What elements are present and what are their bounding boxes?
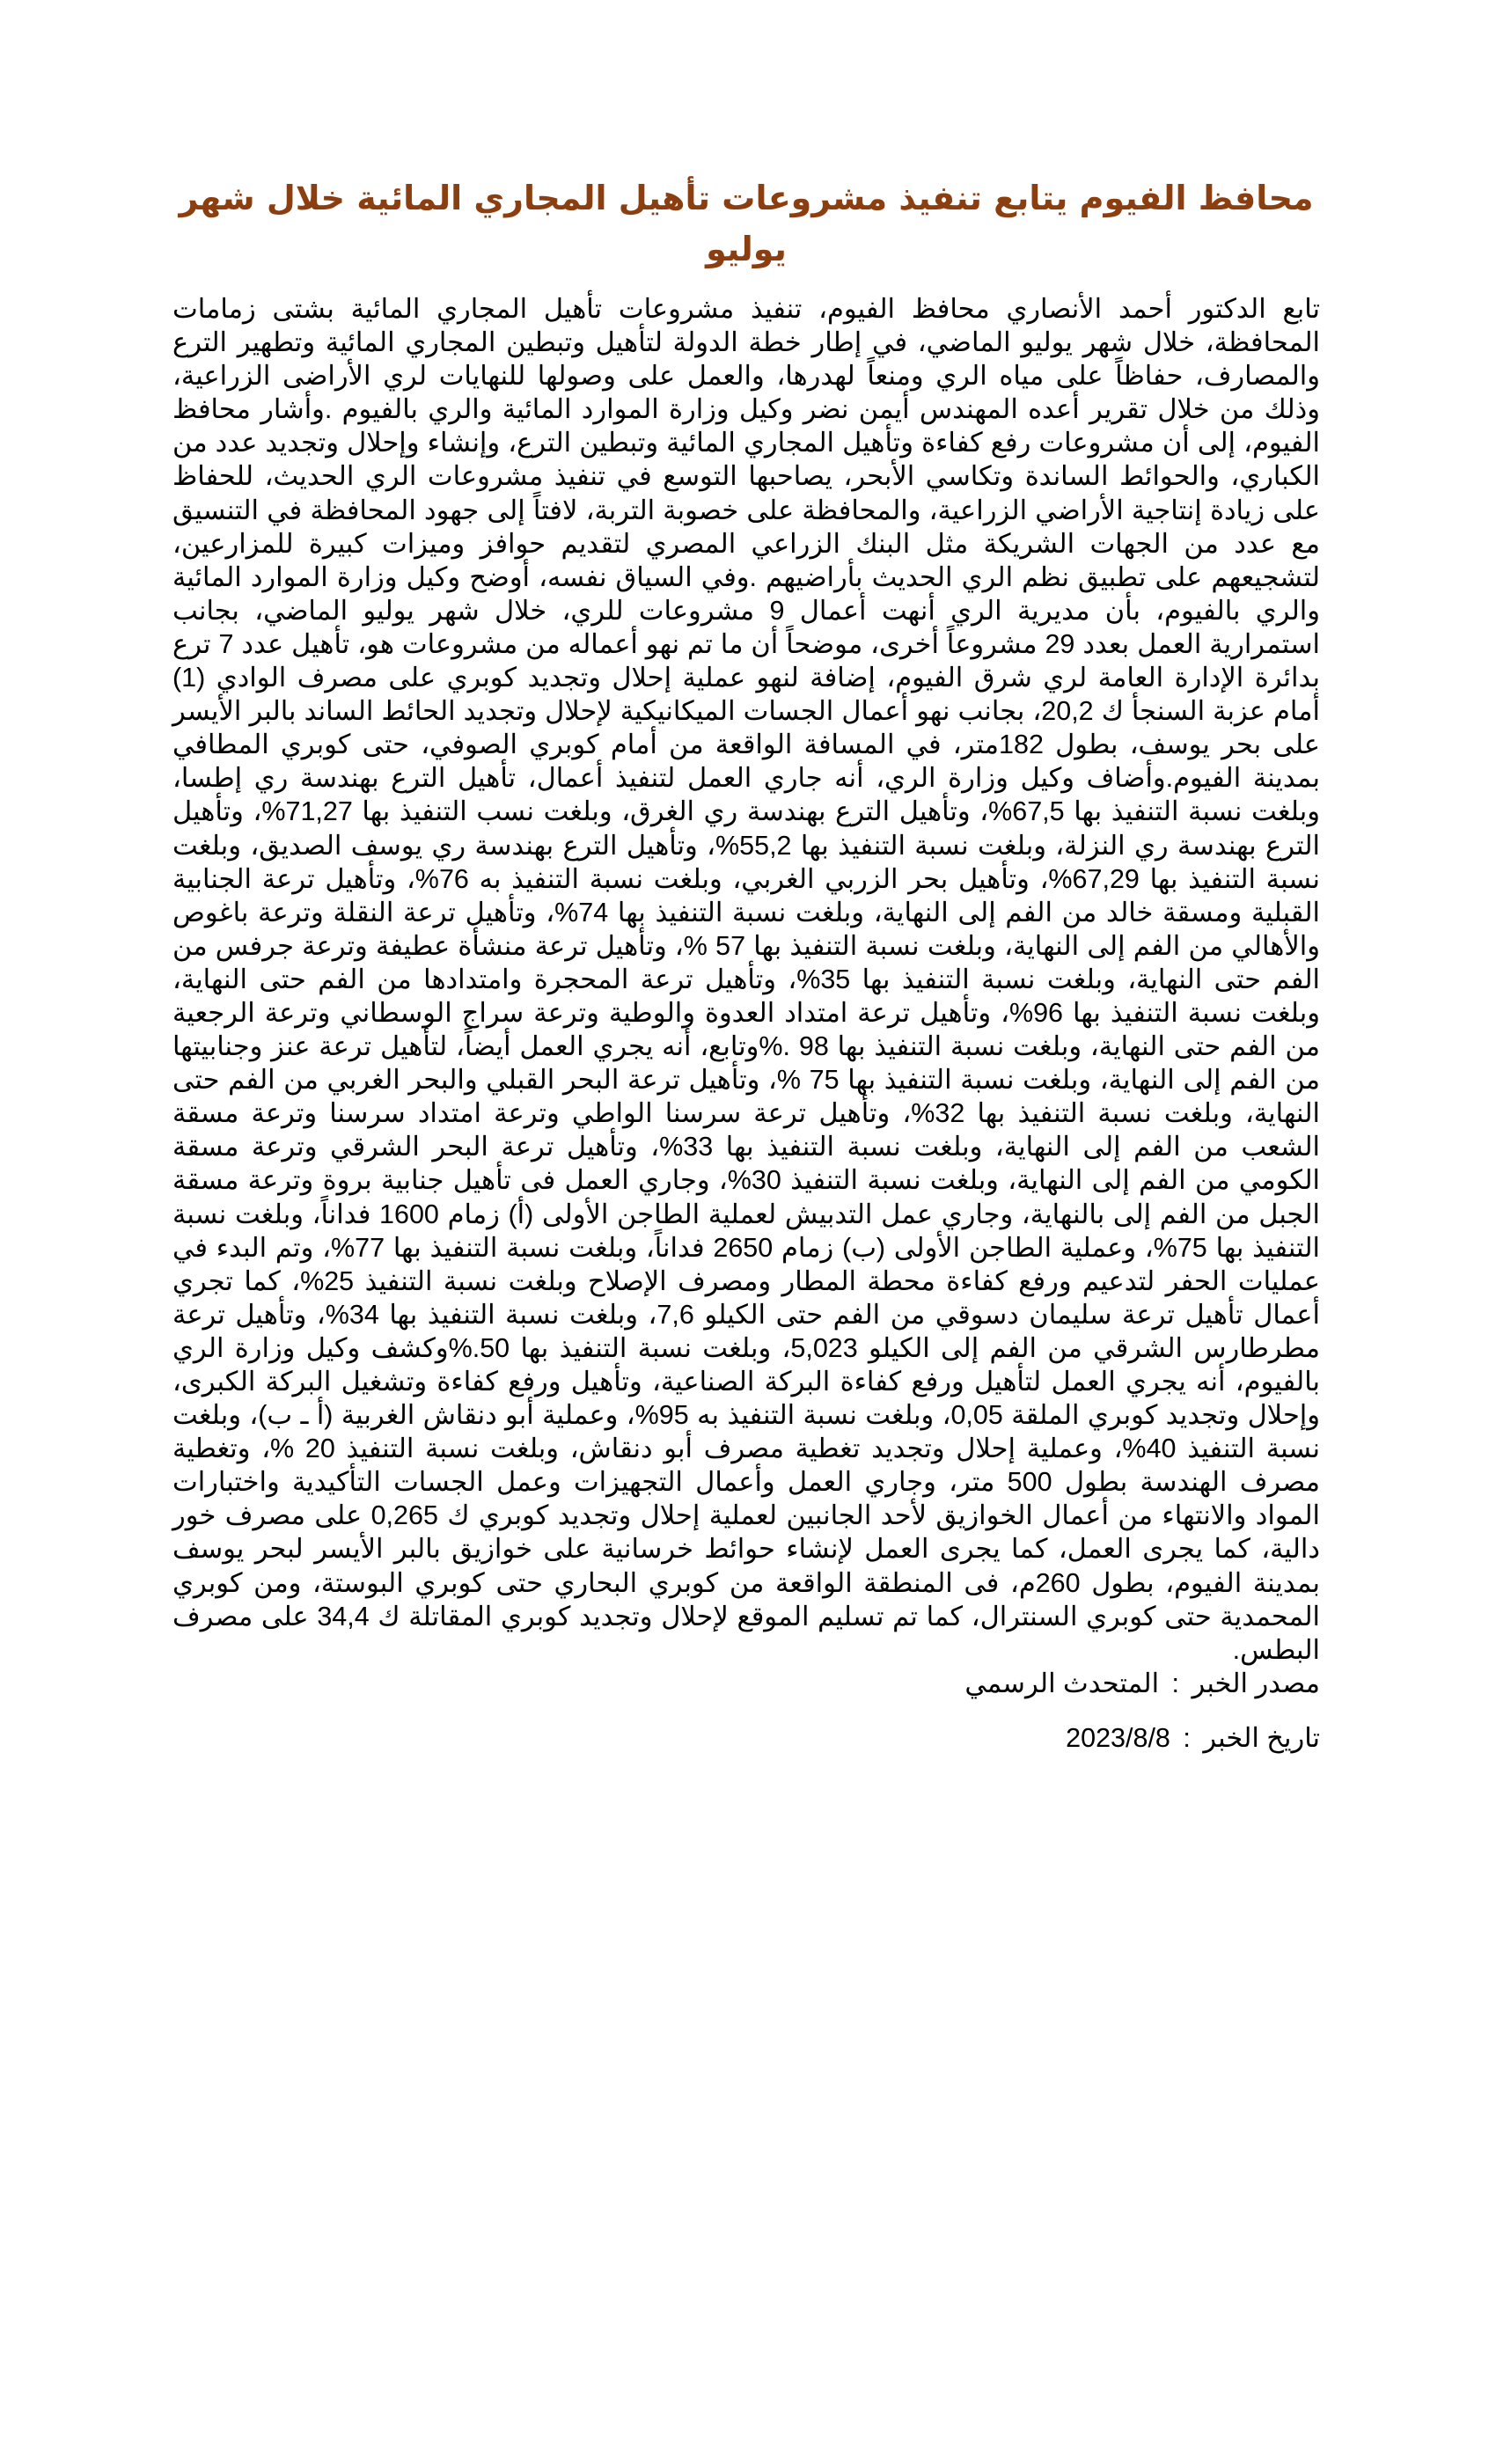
source-label: مصدر الخبر bbox=[1192, 1668, 1320, 1698]
article-source bbox=[172, 1667, 1320, 1700]
article-title: محافظ الفيوم يتابع تنفيذ مشروعات تأهيل المجاري المائية خلال شهر يوليو bbox=[179, 179, 1314, 268]
article-body: تابع الدكتور أحمد الأنصاري محافظ الفيوم، تنفيذ مشروعات تأهيل المجاري المائية بشتى زمامات المحافظة، خلال شهر يوليو الماضي، في إطار خطة الدولة لتأهيل وتبطين المجاري المائية وتطهير الترع والمصارف، حفاظاً على مياه الري ومنعاً لهدرها، والعمل على وصولها للنهايات لري الأراضى الزراعية، وذلك من خلال تقرير أعده المهندس أيمن نضر وكيل وزارة الموارد المائية والري بالفيوم .وأشار محافظ الفيوم، إلى أن مشروعات رفع كفاءة وتأهيل المجاري المائية وتبطين الترع، وإنشاء وإحلال وتجديد عدد من الكباري، والحوائط الساندة وتكاسي الأبحر، يصاحبها التوسع في تنفيذ مشروعات الري الحديث، للحفاظ على زيادة إنتاجية الأراضي الزراعية، والمحافظة على خصوبة التربة، لافتاً إلى جهود المحافظة في التنسيق مع عدد من الجهات الشريكة مثل البنك الزراعي المصري لتقديم حوافز وميزات كبيرة للمزارعين، لتشجيعهم على تطبيق نظم الري الحديث بأراضيهم .وفي السياق نفسه، أوضح وكيل وزارة الموارد المائية والري بالفيوم، بأن مديرية الري أنهت أعمال 9 مشروعات للري، خلال شهر يوليو الماضي، بجانب استمرارية العمل بعدد 29 مشروعاً أخرى، موضحاً أن ما تم نهو أعماله من مشروعات هو، تأهيل عدد 7 ترع بدائرة الإدارة العامة لري شرق الفيوم، إضافة لنهو عملية إحلال وتجديد كوبري على مصرف الوادي (1) أمام عزبة السنجأ ك 20,2، بجانب نهو أعمال الجسات الميكانيكية لإحلال وتجديد الحائط الساند بالبر الأيسر على بحر يوسف، بطول 182متر، في المسافة الواقعة من أمام كوبري الصوفي، حتى كوبري المطافي بمدينة الفيوم.وأضاف وكيل وزارة الري، أنه جاري العمل لتنفيذ أعمال، تأهيل الترع بهندسة ري إطسا، وبلغت نسبة التنفيذ بها 67,5%، وتأهيل الترع بهندسة ري الغرق، وبلغت نسب التنفيذ بها 71,27%، وتأهيل الترع بهندسة ري النزلة، وبلغت نسبة التنفيذ بها 55,2%، وتأهيل الترع بهندسة ري يوسف الصديق، وبلغت نسبة التنفيذ بها 67,29%، وتأهيل بحر الزربي الغربي، وبلغت نسبة التنفيذ به 76%، وتأهيل ترعة الجنابية القبلية ومسقة خالد من الفم إلى النهاية، وبلغت نسبة التنفيذ بها 74%، وتأهيل ترعة النقلة وترعة باغوص والأهالي من الفم إلى النهاية، وبلغت نسبة التنفيذ بها 57 %، وتأهيل ترعة منشأة عطيفة وترعة جرفس من الفم حتى النهاية، وبلغت نسبة التنفيذ بها 35%، وتأهيل ترعة المحجرة وامتدادها من الفم حتى النهاية، وبلغت نسبة التنفيذ بها 96%، وتأهيل ترعة امتداد العدوة والوطية وترعة سراج الوسطاني وترعة الرجعية من الفم حتى النهاية، وبلغت نسبة التنفيذ بها 98 .%وتابع، أنه يجري العمل أيضاً، لتأهيل ترعة عنز وجنابيتها من الفم إلى النهاية، وبلغت نسبة التنفيذ بها 75 %، وتأهيل ترعة البحر القبلي والبحر الغربي من الفم حتى النهاية، وبلغت نسبة التنفيذ بها 32%، وتأهيل ترعة سرسنا الواطي وترعة امتداد سرسنا وترعة مسقة الشعب من الفم إلى النهاية، وبلغت نسبة التنفيذ بها 33%، وتأهيل ترعة البحر الشرقي وترعة مسقة الكومي من الفم إلى النهاية، وبلغت نسبة التنفيذ 30%، وجاري العمل فى تأهيل جنابية بروة وترعة مسقة الجبل من الفم إلى بالنهاية، وجاري عمل التدبيش لعملية الطاجن الأولى (أ) زمام 1600 فداناً، وبلغت نسبة التنفيذ بها 75%، وعملية الطاجن الأولى (ب) زمام 2650 فداناً، وبلغت نسبة التنفيذ بها 77%، وتم البدء في عمليات الحفر لتدعيم ورفع كفاءة محطة المطار ومصرف الإصلاح وبلغت نسبة التنفيذ 25%، كما تجري أعمال تأهيل ترعة سليمان دسوقي من الفم حتى الكيلو 7,6، وبلغت نسبة التنفيذ بها 34%، وتأهيل ترعة مطرطارس الشرقي من الفم إلى الكيلو 5,023، وبلغت نسبة التنفيذ بها 50.%وكشف وكيل وزارة الري بالفيوم، أنه يجري العمل لتأهيل ورفع كفاءة البركة الصناعية، وتأهيل ورفع كفاءة وتشغيل البركة الكبرى، وإحلال وتجديد كوبري الملقة 0,05، وبلغت نسبة التنفيذ به 95%، وعملية أبو دنقاش الغربية (أ ـ ب)، وبلغت نسبة التنفيذ 40%، وعملية إحلال وتجديد تغطية مصرف أبو دنقاش، وبلغت نسبة التنفيذ 20 %، وتغطية مصرف الهندسة بطول 500 متر، وجاري العمل وأعمال التجهيزات وعمل الجسات التأكيدية واختبارات المواد والانتهاء من أعمال الخوازيق لأحد الجانبين لعملية إحلال وتجديد كوبري ك 0,265 على مصرف خور دالية، كما يجرى العمل، كما يجرى العمل لإنشاء حوائط خرسانية على خوازيق بالبر الأيسر لبحر يوسف بمدينة الفيوم، بطول 260م، فى المنطقة الواقعة من كوبري البحاري حتى كوبري البوستة، ومن كوبري المحمدية حتى كوبري السنترال، كما تم تسليم الموقع لإحلال وتجديد كوبري المقاتلة ك 34,4 على مصرف البطس. bbox=[172, 294, 1321, 1665]
news-article bbox=[172, 172, 1320, 1755]
date-value: 2023/8/8 bbox=[1066, 1722, 1170, 1753]
article-date bbox=[172, 1721, 1320, 1755]
source-separator: : bbox=[1171, 1668, 1180, 1698]
source-value: المتحدث الرسمي bbox=[964, 1668, 1160, 1698]
date-separator: : bbox=[1183, 1722, 1191, 1753]
date-label: تاريخ الخبر bbox=[1203, 1722, 1320, 1753]
